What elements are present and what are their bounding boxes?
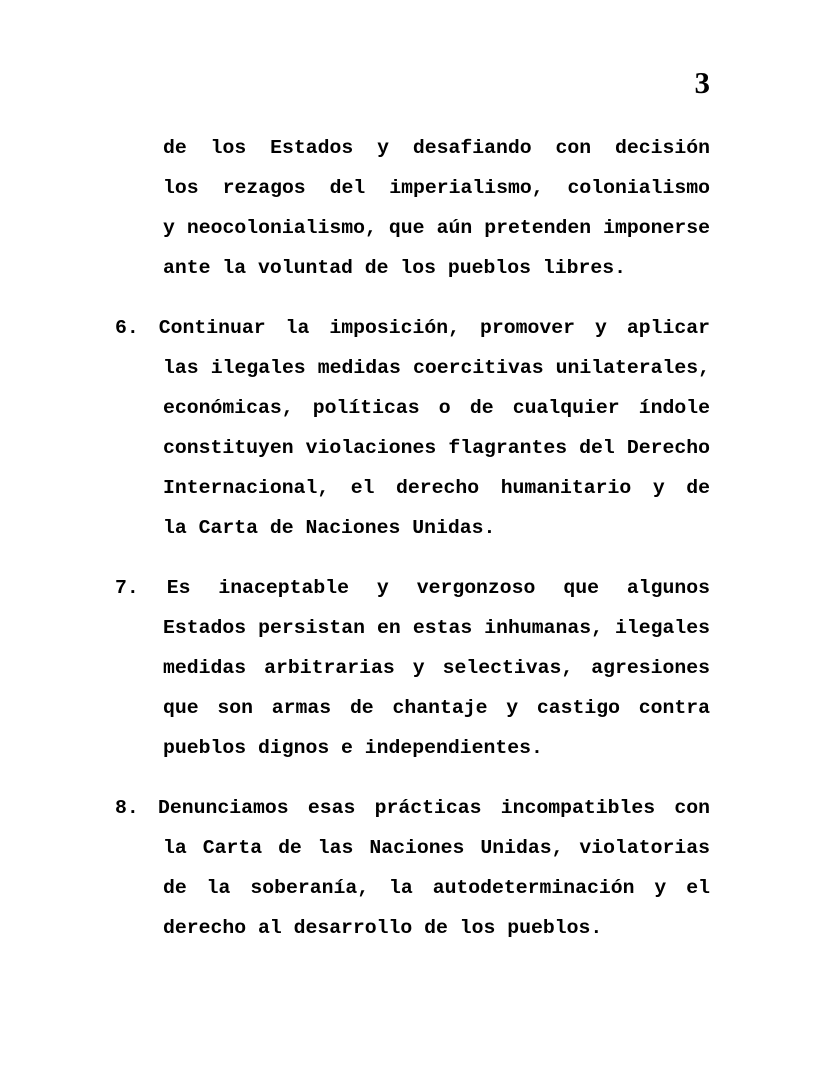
paragraph-line: económicas, políticas o de cualquier índole: [163, 397, 710, 419]
paragraph-line: la Carta de Naciones Unidas.: [163, 517, 496, 539]
paragraph-continuation: [163, 128, 710, 288]
paragraph-line: las ilegales medidas coercitivas unilaterales,: [163, 357, 710, 379]
paragraph-line-text: Es inaceptable y vergonzoso que algunos: [166, 577, 710, 599]
page-number: 3: [694, 65, 710, 100]
paragraph-line: [115, 308, 710, 348]
paragraph-line: pueblos dignos e independientes.: [163, 737, 543, 759]
paragraph-line: la Carta de las Naciones Unidas, violatorias: [163, 837, 710, 859]
paragraph-line: de la soberanía, la autodeterminación y el: [163, 877, 710, 899]
paragraph-line: constituyen violaciones flagrantes del Derecho: [163, 437, 710, 459]
paragraph-line: Internacional, el derecho humanitario y de: [163, 477, 710, 499]
paragraph-line: medidas arbitrarias y selectivas, agresiones: [163, 657, 710, 679]
paragraph-8: [115, 788, 711, 948]
paragraph-line-text: Continuar la imposición, promover y aplicar: [158, 317, 710, 339]
list-number: 7.: [115, 577, 139, 599]
paragraph-line: ante la voluntad de los pueblos libres.: [163, 257, 626, 279]
paragraph-7: [115, 568, 710, 768]
paragraph-line: y neocolonialismo, que aún pretenden imponerse: [163, 217, 710, 239]
paragraph-line-text: Denunciamos esas prácticas incompatibles con: [158, 797, 711, 819]
paragraph-6: [115, 308, 710, 548]
list-number: 8.: [115, 797, 139, 819]
paragraph-line: los rezagos del imperialismo, colonialismo: [163, 177, 710, 199]
paragraph-line: de los Estados y desafiando con decisión: [163, 137, 710, 159]
paragraph-line: [115, 568, 710, 608]
paragraph-line: derecho al desarrollo de los pueblos.: [163, 917, 603, 939]
list-number: 6.: [115, 317, 139, 339]
paragraph-line: Estados persistan en estas inhumanas, ilegales: [163, 617, 710, 639]
paragraph-line: que son armas de chantaje y castigo contra: [163, 697, 710, 719]
paragraph-line: [115, 788, 710, 828]
document-body: [115, 128, 711, 948]
